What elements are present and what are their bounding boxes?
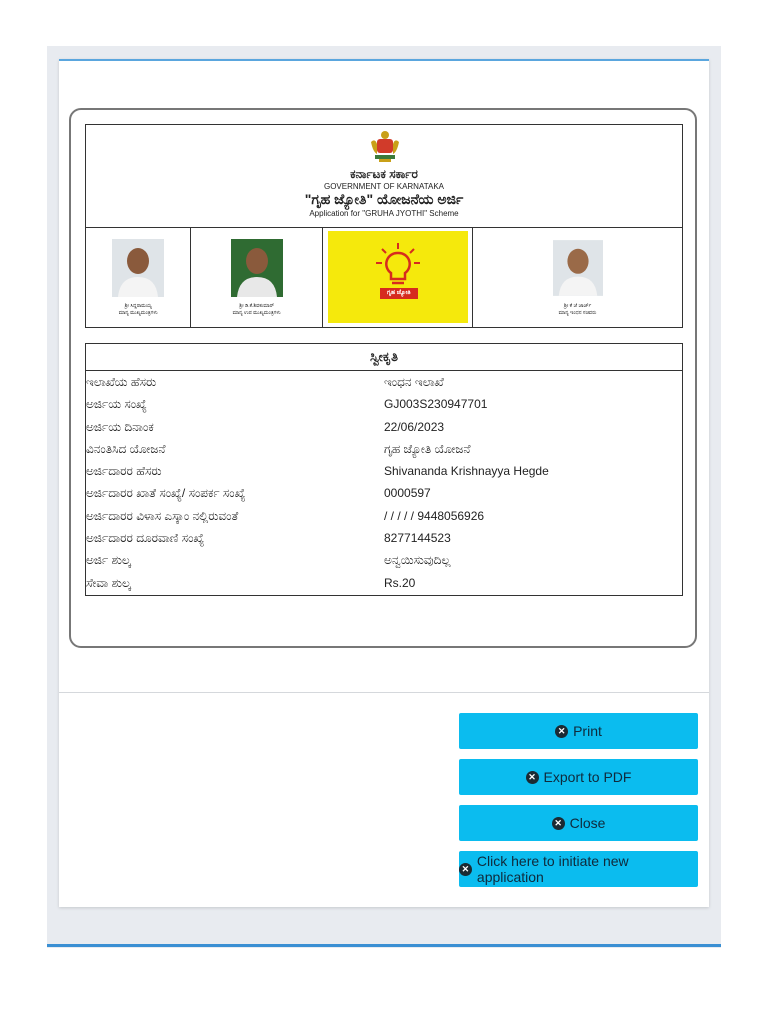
- gruha-jyothi-logo: [328, 231, 468, 323]
- row-label: ಅರ್ಜಿಯ ದಿನಾಂಕ: [86, 419, 154, 434]
- close-button-label: Close: [569, 815, 606, 831]
- acknowledgement-details-table: [85, 343, 683, 596]
- details-rows: [86, 371, 682, 594]
- photo-caption-name: ಶ್ರೀ ಡಿ.ಕೆ.ಶಿವಕುಮಾರ್: [239, 303, 275, 309]
- table-row: [86, 460, 682, 482]
- photo-caption-title: ಮಾನ್ಯ ಇಂಧನ ಸಚಿವರು: [558, 310, 597, 316]
- row-value: Shivananda Krishnayya Hegde: [384, 464, 549, 479]
- header-government-english: GOVERNMENT OF KARNATAKA: [323, 182, 444, 191]
- photo-caption-name: ಶ್ರೀ ಸಿದ್ದರಾಮಯ್ಯ: [124, 303, 152, 309]
- export-pdf-button[interactable]: [459, 759, 698, 795]
- row-value: 0000597: [384, 486, 431, 501]
- energy-minister-portrait: [553, 239, 603, 297]
- footer-divider: [59, 692, 709, 693]
- row-label: ವಿನಂತಿಸಿದ ಯೋಜನೆ: [86, 441, 166, 456]
- header-government-kannada: ಕರ್ನಾಟಕ ಸರ್ಕಾರ: [350, 167, 418, 181]
- photo-cell-energy-minister: [473, 227, 682, 327]
- print-button-label: Print: [573, 723, 602, 739]
- close-button[interactable]: [459, 805, 698, 841]
- table-row: [86, 482, 682, 504]
- header-scheme-kannada: "ಗೃಹ ಜ್ಯೋತಿ" ಯೋಜನೆಯ ಅರ್ಜಿ: [304, 191, 464, 207]
- photo-caption-title: ಮಾನ್ಯ ಮುಖ್ಯಮಂತ್ರಿಗಳು: [118, 310, 158, 316]
- row-label: ಅರ್ಜಿದಾರರ ಖಾತೆ ಸಂಖ್ಯೆ/ ಸಂಪರ್ಕ ಸಂಖ್ಯೆ: [86, 486, 246, 501]
- row-label: ಅರ್ಜಿ ಶುಲ್ಕ: [86, 553, 131, 568]
- close-circle-icon: ✕: [552, 817, 565, 830]
- row-label: ಸೇವಾ ಶುಲ್ಕ: [86, 575, 131, 590]
- row-value: 22/06/2023: [384, 419, 445, 434]
- logo-label: ಗೃಹ ಜ್ಯೋತಿ: [380, 288, 418, 299]
- karnataka-emblem-icon: [367, 128, 403, 164]
- receipt-header: [85, 124, 683, 228]
- row-label: ಇಲಾಖೆಯ ಹೆಸರು: [86, 375, 157, 389]
- row-label: ಅರ್ಜಿದಾರರ ಹೆಸರು: [86, 464, 162, 479]
- table-row: [86, 527, 682, 549]
- bottom-accent-line: [47, 944, 721, 947]
- row-label: ಅರ್ಜಿದಾರರ ದೂರವಾಣಿ ಸಂಖ್ಯೆ: [86, 531, 205, 546]
- table-row: [86, 572, 682, 594]
- table-row: [86, 371, 682, 393]
- table-row: [86, 393, 682, 415]
- close-circle-icon: ✕: [555, 725, 568, 738]
- new-application-button-label: Click here to initiate new application: [476, 853, 629, 885]
- photo-cell-chief-minister: [86, 227, 191, 327]
- export-pdf-button-label: Export to PDF: [543, 769, 632, 785]
- details-title: ಸ್ವೀಕೃತಿ: [86, 344, 682, 371]
- row-value: ಗೃಹ ಜ್ಯೋತಿ ಯೋಜನೆ: [384, 441, 471, 456]
- row-value: ಅನ್ವಯಿಸುವುದಿಲ್ಲ: [384, 553, 451, 568]
- close-circle-icon: ✕: [459, 863, 472, 876]
- row-value: GJ003S230947701: [384, 397, 488, 412]
- light-bulb-icon: [372, 241, 424, 289]
- row-value: Rs.20: [384, 575, 416, 590]
- row-label: ಅರ್ಜಿಯ ಸಂಖ್ಯೆ: [86, 397, 147, 412]
- table-row: [86, 505, 682, 527]
- acknowledgement-modal: [59, 59, 709, 907]
- table-row: [86, 549, 682, 571]
- photo-cell-deputy-chief-minister: [191, 227, 322, 327]
- photo-caption-name: ಶ್ರೀ ಕೆ ಜೆ ಜಾರ್ಜ್: [563, 303, 592, 309]
- photo-cell-scheme-logo: [323, 227, 473, 327]
- photo-caption-title: ಮಾನ್ಯ ಉಪ ಮುಖ್ಯಮಂತ್ರಿಗಳು: [232, 310, 281, 316]
- print-button[interactable]: [459, 713, 698, 749]
- table-row: [86, 438, 682, 460]
- row-value: 8277144523: [384, 531, 451, 546]
- row-label: ಅರ್ಜಿದಾರರ ವಿಳಾಸ ಎಸ್ಕಾಂ ನಲ್ಲಿರುವಂತೆ: [86, 508, 239, 523]
- row-value: ಇಂಧನ ಇಲಾಖೆ: [384, 375, 444, 389]
- new-application-button[interactable]: [459, 851, 698, 887]
- chief-minister-portrait: [112, 239, 164, 297]
- row-value: / / / / / 9448056926: [384, 508, 485, 523]
- header-scheme-english: Application for "GRUHA JYOTHI" Scheme: [309, 209, 459, 218]
- table-row: [86, 416, 682, 438]
- close-circle-icon: ✕: [526, 771, 539, 784]
- modal-top-accent-line: [59, 59, 709, 61]
- dignitary-photo-row: [85, 227, 683, 328]
- deputy-chief-minister-portrait: [231, 239, 283, 297]
